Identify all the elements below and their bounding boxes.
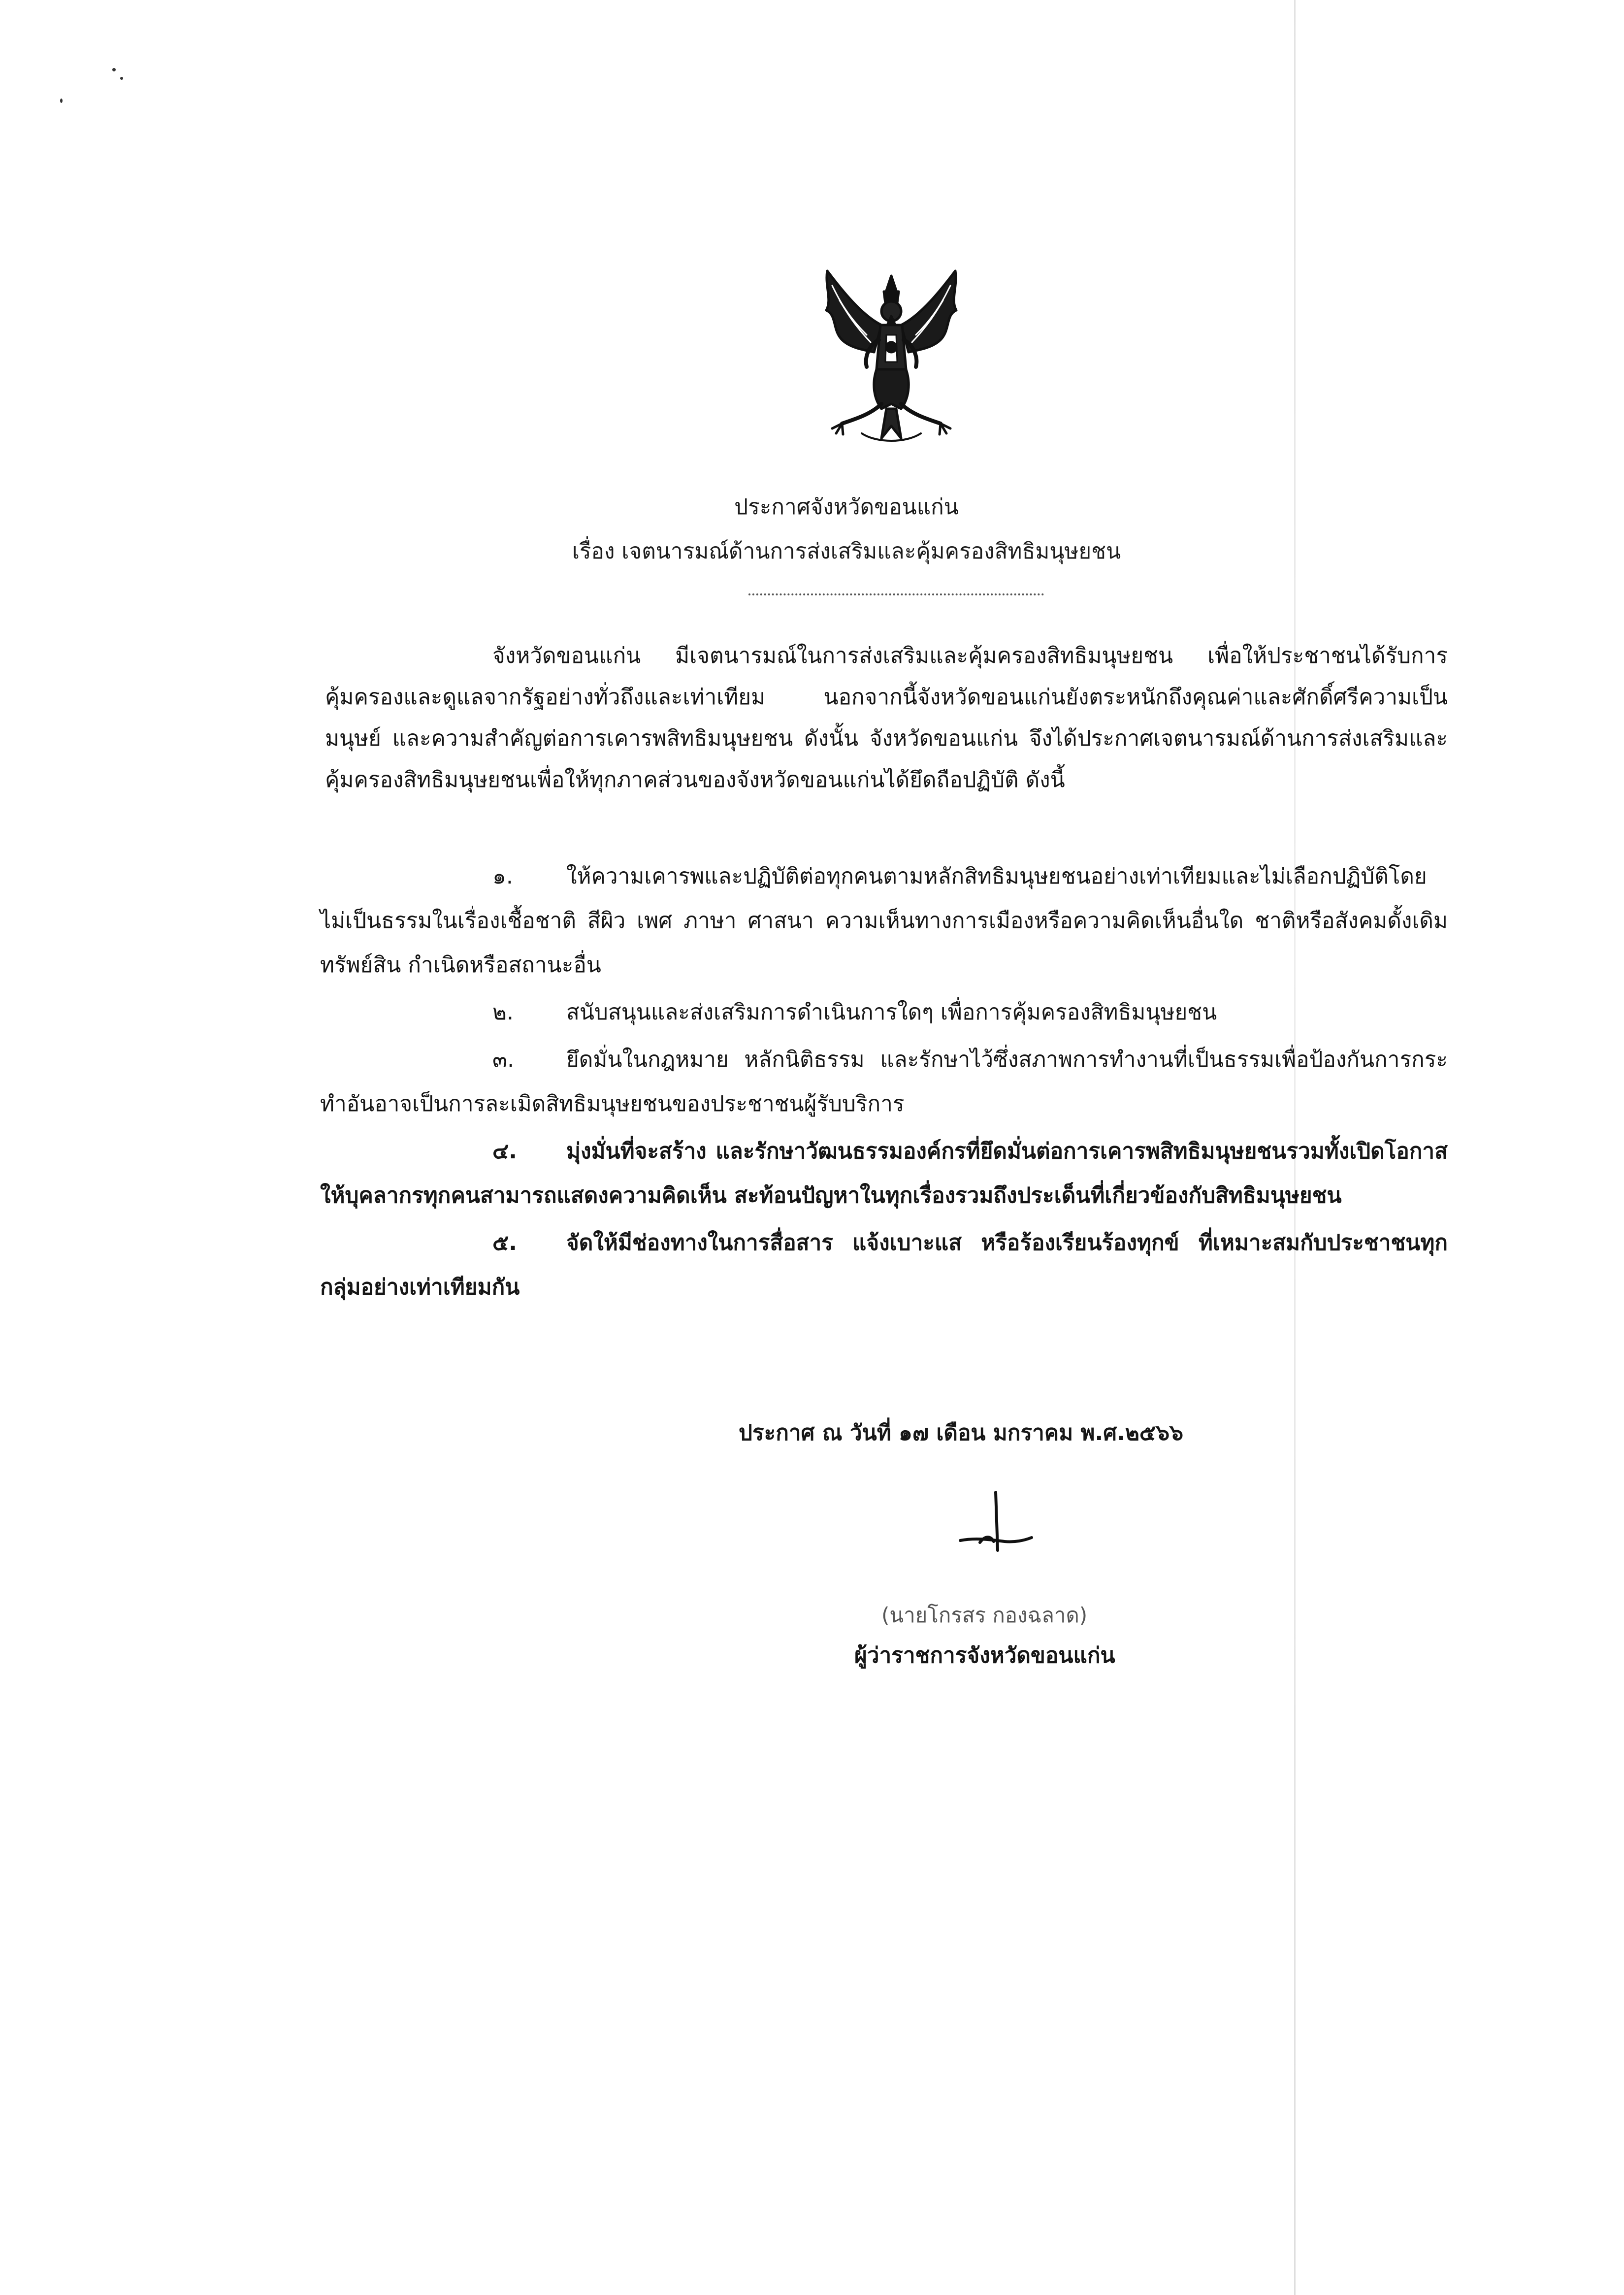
signer-title: ผู้ว่าราชการจังหวัดขอนแก่น xyxy=(854,1643,1115,1668)
item-number: ๓. xyxy=(492,1047,515,1072)
item-text: ยึดมั่นในกฎหมาย หลักนิติธรรม และรักษาไว้ซึ่งสภาพการทำงานที่เป็นธรรมเพื่อป้องกันการกระทำอันอาจเป็นการละเมิดสิทธิมนุษยชนของประชาชนผู้รับบริการ xyxy=(320,1047,1448,1116)
signature-mark xyxy=(950,1482,1039,1561)
item-number: ๑. xyxy=(492,864,513,889)
list-item xyxy=(320,1221,1448,1310)
list-item xyxy=(320,854,1448,987)
item-text: จัดให้มีช่องทางในการสื่อสาร แจ้งเบาะแส หรือร้องเรียนร้องทุกข์ ที่เหมาะสมกับประชาชนทุกกลุ่มอย่างเท่าเทียมกัน xyxy=(320,1230,1448,1300)
list-item xyxy=(320,1038,1448,1126)
scan-speck xyxy=(60,98,63,103)
scan-speck xyxy=(120,77,123,80)
list-item xyxy=(320,990,1448,1035)
intro-paragraph: จังหวัดขอนแก่น มีเจตนารมณ์ในการส่งเสริมและคุ้มครองสิทธิมนุษยชน เพื่อให้ประชาชนได้รับการคุ้มครองและดูแลจากรัฐอย่างทั่วถึงและเท่าเทียม นอกจากนี้จังหวัดขอนแก่นยังตระหนักถึงคุณค่าและศักดิ์ศรีความเป็นมนุษย์ และความสำคัญต่อการเคารพสิทธิมนุษยชน ดังนั้น จังหวัดขอนแก่น จึงได้ประกาศเจตนารมณ์ด้านการส่งเสริมและคุ้มครองสิทธิมนุษยชนเพื่อให้ทุกภาคส่วนของจังหวัดขอนแก่นได้ยึดถือปฏิบัติ ดังนี้ xyxy=(325,643,1448,792)
announcement-subject: เรื่อง เจตนารมณ์ด้านการส่งเสริมและคุ้มครองสิทธิมนุษยชน xyxy=(572,539,1121,564)
signer-name: (นายโกรสร กองฉลาด) xyxy=(881,1603,1088,1627)
item-number: ๔. xyxy=(492,1139,518,1164)
announcement-date: ประกาศ ณ วันที่ ๑๗ เดือน มกราคม พ.ศ.๒๕๖๖ xyxy=(739,1420,1184,1445)
commitment-list xyxy=(320,854,1448,1312)
scan-speck xyxy=(112,68,116,71)
garuda-emblem-icon xyxy=(812,256,970,453)
item-text: สนับสนุนและส่งเสริมการดำเนินการใดๆ เพื่อการคุ้มครองสิทธิมนุษยชน xyxy=(566,1000,1217,1025)
item-text: ให้ความเคารพและปฏิบัติต่อทุกคนตามหลักสิทธิมนุษยชนอย่างเท่าเทียมและไม่เลือกปฏิบัติโดยไม่เป็นธรรมในเรื่องเชื้อชาติ สีผิว เพศ ภาษา ศาสนา ความเห็นทางการเมืองหรือความคิดเห็นอื่นใด ชาติหรือสังคมดั้งเดิม ทรัพย์สิน กำเนิดหรือสถานะอื่น xyxy=(320,864,1448,978)
item-number: ๕. xyxy=(492,1230,518,1255)
title-separator xyxy=(748,593,1044,595)
item-text: มุ่งมั่นที่จะสร้าง และรักษาวัฒนธรรมองค์กรที่ยึดมั่นต่อการเคารพสิทธิมนุษยชนรวมทั้งเปิดโอกาสให้บุคลากรทุกคนสามารถแสดงความคิดเห็น สะท้อนปัญหาในทุกเรื่องรวมถึงประเด็นที่เกี่ยวข้องกับสิทธิมนุษยชน xyxy=(320,1139,1448,1208)
announcement-title: ประกาศจังหวัดขอนแก่น xyxy=(734,494,959,520)
item-number: ๒. xyxy=(492,1000,514,1025)
list-item xyxy=(320,1129,1448,1218)
